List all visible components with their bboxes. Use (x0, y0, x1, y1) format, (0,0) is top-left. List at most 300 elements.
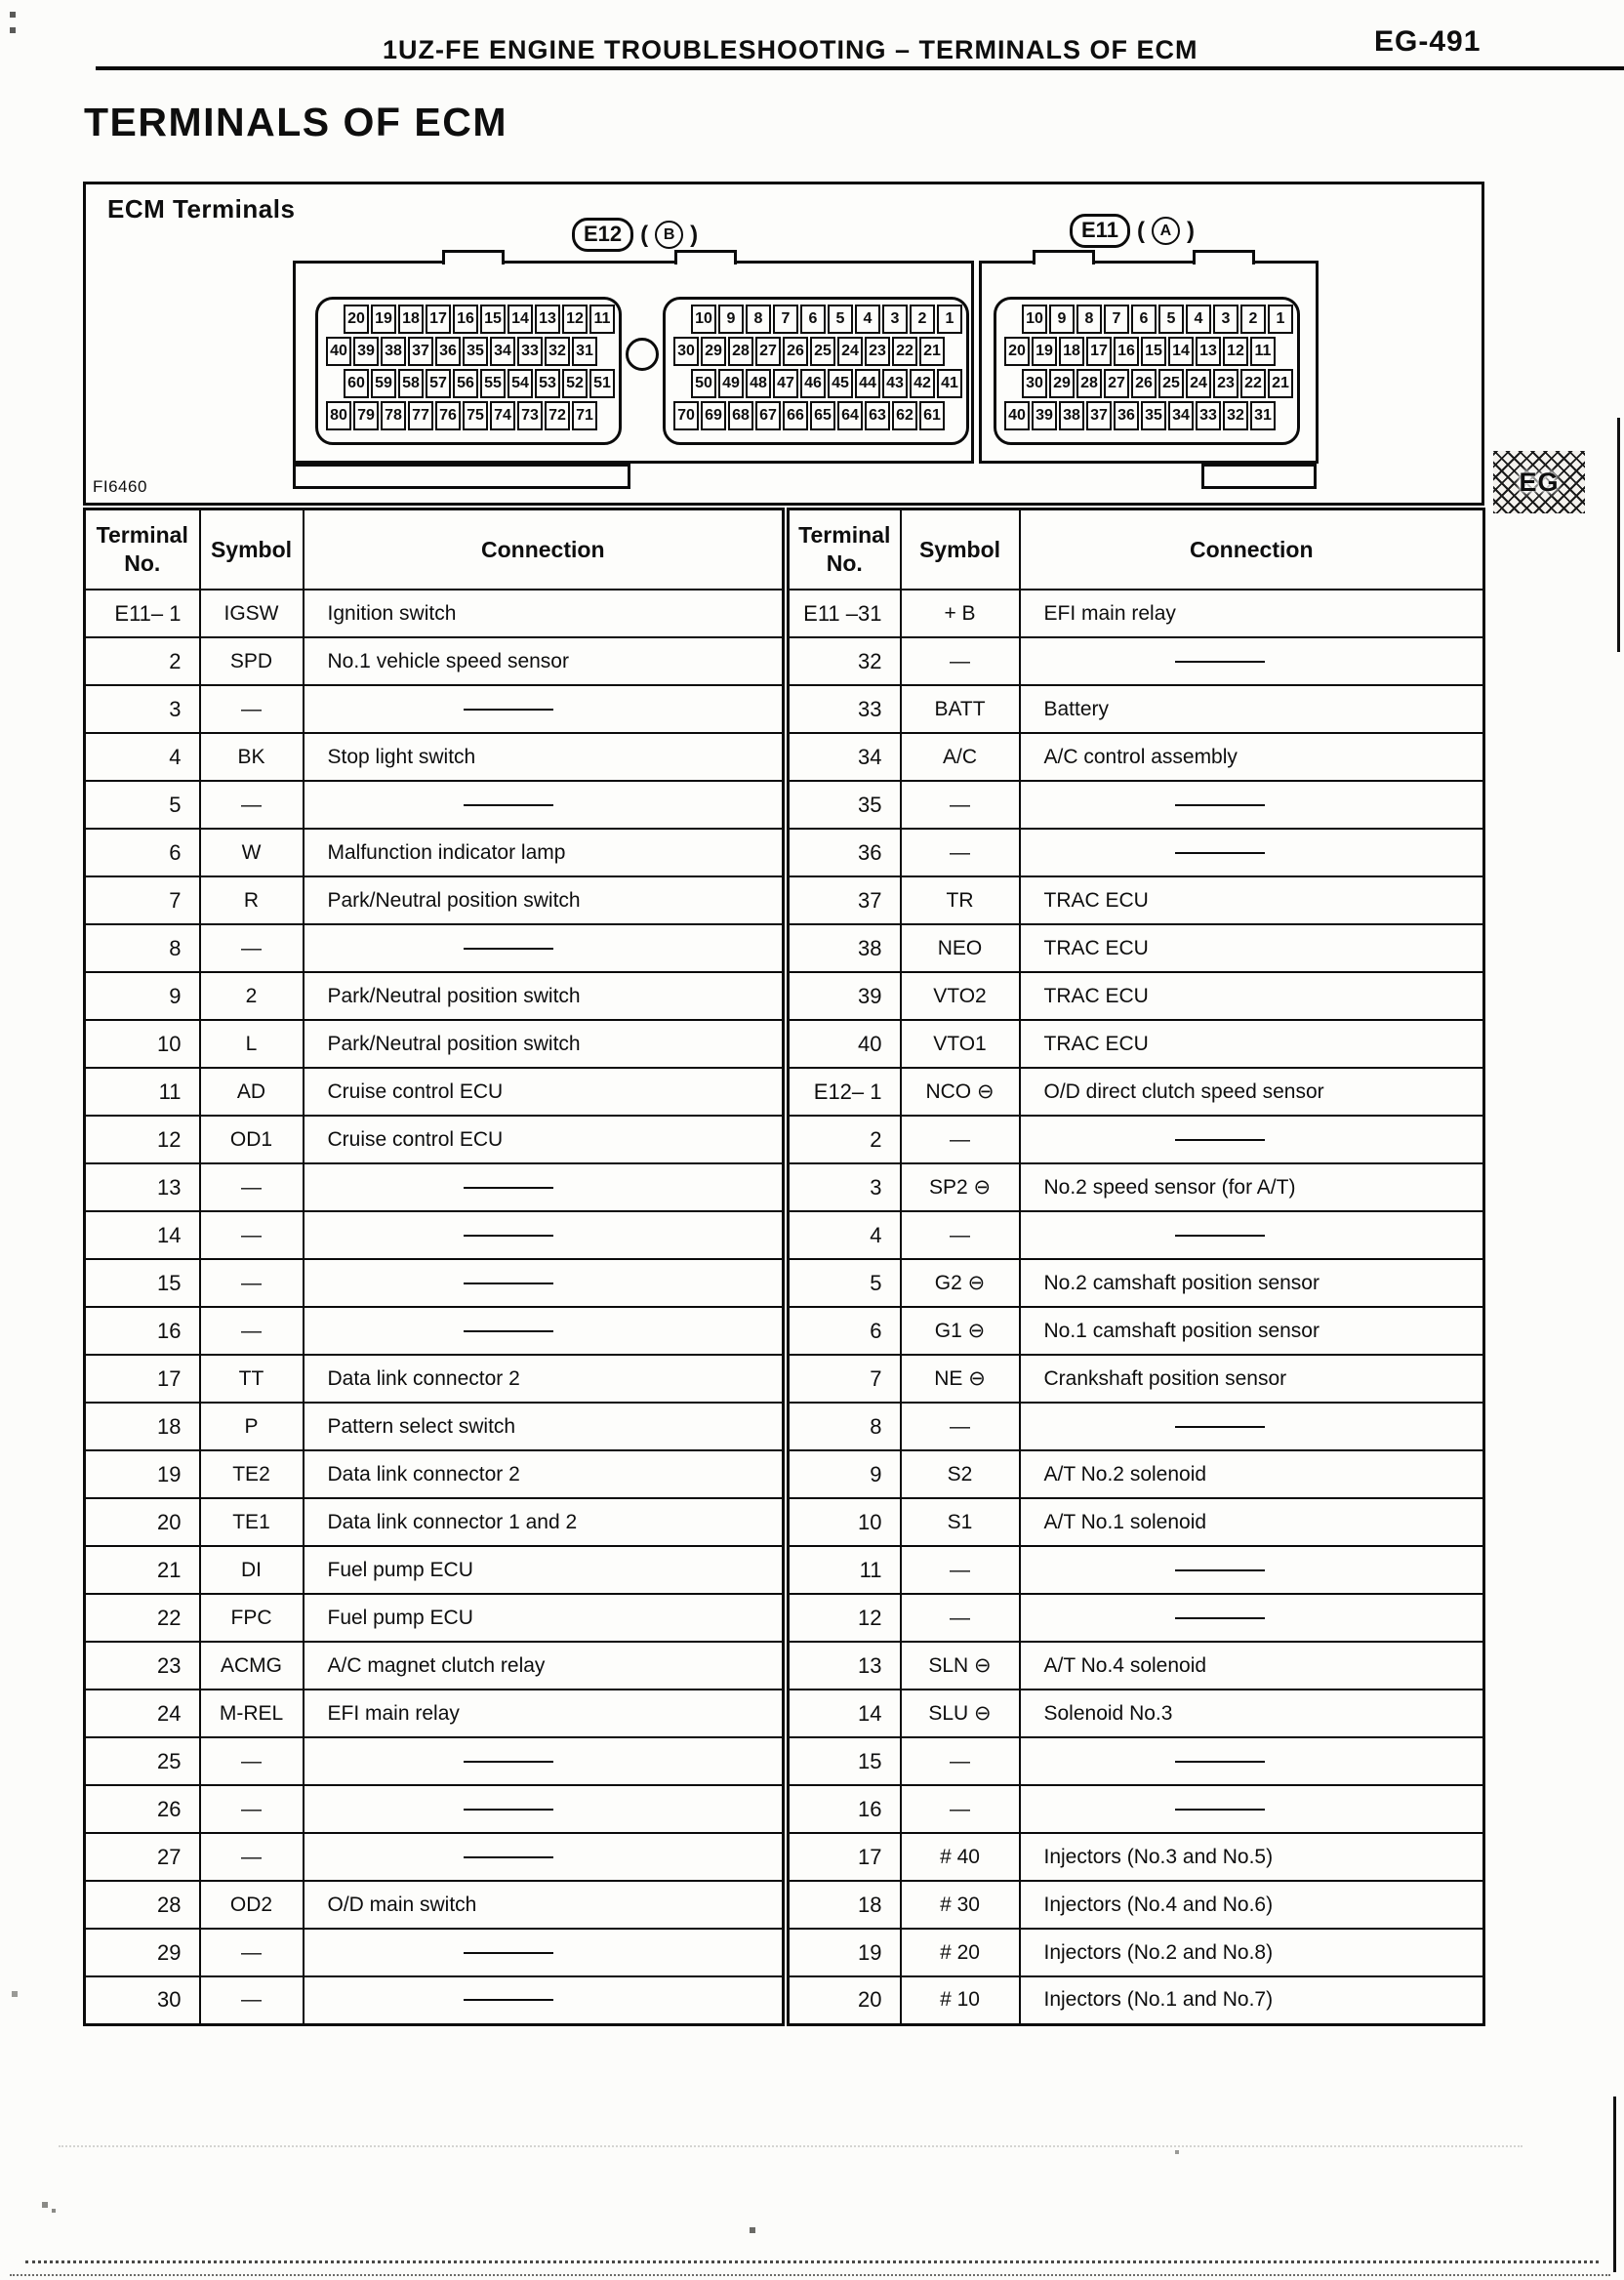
table-row (85, 590, 784, 637)
symbol-cell: # 20 (901, 1929, 1020, 1976)
connection-cell (304, 1307, 784, 1355)
connection-cell (1020, 1737, 1484, 1785)
symbol-cell: OD1 (200, 1116, 304, 1163)
pin-cell: 20 (1004, 337, 1030, 366)
blank-connection-line (464, 1952, 553, 1954)
symbol-cell: ACMG (200, 1642, 304, 1690)
terminal-no-cell: 40 (789, 1020, 901, 1068)
terminal-no-cell: 21 (85, 1546, 200, 1594)
symbol-cell: NCO ⊖ (901, 1068, 1020, 1116)
symbol-cell: — (200, 924, 304, 972)
connection-cell: No.2 speed sensor (for A/T) (1020, 1163, 1484, 1211)
symbol-cell: — (901, 1211, 1020, 1259)
symbol-cell: A/C (901, 733, 1020, 781)
table-row (85, 1450, 784, 1498)
connection-cell (1020, 637, 1484, 685)
table-row (789, 1163, 1484, 1211)
terminal-no-cell: 11 (789, 1546, 901, 1594)
connection-cell: TRAC ECU (1020, 924, 1484, 972)
table-row (789, 1211, 1484, 1259)
connector-id-badge-e12: E12 (572, 218, 633, 252)
symbol-cell: BK (200, 733, 304, 781)
terminal-no-cell: 7 (85, 876, 200, 924)
terminal-no-cell: 3 (85, 685, 200, 733)
section-tab-eg: EG (1493, 451, 1585, 513)
col-header-connection: Connection (1020, 509, 1484, 590)
connection-cell (1020, 829, 1484, 876)
table-row (789, 1498, 1484, 1546)
pin-cell: 32 (545, 337, 570, 366)
terminal-no-cell: 5 (85, 781, 200, 829)
table-row (85, 1020, 784, 1068)
symbol-cell: TR (901, 876, 1020, 924)
symbol-cell: — (200, 1737, 304, 1785)
pin-cell: 16 (453, 305, 478, 334)
pin-cell: 56 (453, 369, 478, 398)
connection-cell (1020, 1546, 1484, 1594)
header-rule (96, 66, 1624, 70)
symbol-cell: 2 (200, 972, 304, 1020)
table-row (85, 1881, 784, 1929)
pin-cell: 8 (1076, 305, 1102, 334)
pin-row (326, 401, 619, 430)
pin-cell: 26 (783, 337, 808, 366)
connection-cell: Injectors (No.1 and No.7) (1020, 1976, 1484, 2024)
col-header-connection: Connection (304, 509, 784, 590)
symbol-cell: AD (200, 1068, 304, 1116)
connection-cell (1020, 1211, 1484, 1259)
symbol-cell: — (901, 829, 1020, 876)
table-row (85, 1785, 784, 1833)
blank-connection-line (1175, 1569, 1265, 1571)
pin-cell: 24 (1186, 369, 1211, 398)
pin-cell: 32 (1223, 401, 1248, 430)
connection-cell: Injectors (No.4 and No.6) (1020, 1881, 1484, 1929)
connector-e11-label (1070, 214, 1195, 248)
guide-hole-circle (626, 338, 659, 371)
pin-cell: 62 (892, 401, 917, 430)
pin-cell: 31 (1250, 401, 1276, 430)
terminal-no-cell: 19 (85, 1450, 200, 1498)
pin-cell: 22 (1240, 369, 1266, 398)
pin-cell: 43 (882, 369, 908, 398)
pin-cell: 37 (1086, 401, 1112, 430)
pin-row (673, 337, 966, 366)
page-edge-mark (1617, 418, 1620, 652)
connection-cell (304, 1833, 784, 1881)
connection-cell (304, 1785, 784, 1833)
pin-cell: 64 (837, 401, 863, 430)
pin-cell: 12 (562, 305, 588, 334)
terminal-no-cell: 37 (789, 876, 901, 924)
terminal-no-cell: 29 (85, 1929, 200, 1976)
table-row (789, 1737, 1484, 1785)
symbol-cell: G2 ⊖ (901, 1259, 1020, 1307)
blank-connection-line (464, 1761, 553, 1763)
table-row (789, 1833, 1484, 1881)
symbol-cell: — (200, 781, 304, 829)
terminal-no-cell: 9 (789, 1450, 901, 1498)
mounting-flange-right (1201, 464, 1317, 489)
pin-cell: 39 (1032, 401, 1057, 430)
terminal-no-cell: 14 (85, 1211, 200, 1259)
scan-artifact-line (10, 2274, 1610, 2276)
pin-cell: 34 (490, 337, 515, 366)
pin-cell: 79 (353, 401, 379, 430)
blank-connection-line (464, 1187, 553, 1189)
symbol-cell: SP2 ⊖ (901, 1163, 1020, 1211)
connection-cell (1020, 781, 1484, 829)
terminal-no-cell: 12 (789, 1594, 901, 1642)
connection-cell: Malfunction indicator lamp (304, 829, 784, 876)
symbol-cell: — (901, 1737, 1020, 1785)
pin-cell: 28 (1076, 369, 1102, 398)
pin-cell: 14 (508, 305, 533, 334)
terminal-no-cell: 10 (789, 1498, 901, 1546)
terminal-no-cell: 20 (789, 1976, 901, 2024)
pin-cell: 35 (463, 337, 488, 366)
pin-cell: 27 (1104, 369, 1129, 398)
pin-cell: 33 (1196, 401, 1221, 430)
table-row (85, 924, 784, 972)
paren-close: ) (690, 221, 699, 248)
diagram-box-label: ECM Terminals (107, 194, 296, 224)
pin-cell: 77 (408, 401, 433, 430)
table-row (789, 1307, 1484, 1355)
pin-cell: 61 (919, 401, 945, 430)
pin-cell: 15 (480, 305, 506, 334)
table-row (789, 1929, 1484, 1976)
col-header-terminal-no (85, 509, 200, 590)
pin-cell: 67 (755, 401, 781, 430)
pin-cell: 41 (937, 369, 962, 398)
pin-cell: 22 (892, 337, 917, 366)
table-row (85, 1976, 784, 2024)
table-row (85, 1498, 784, 1546)
table-row (789, 685, 1484, 733)
pin-group-e12-right (663, 297, 969, 445)
scan-specks (0, 0, 2, 2)
pin-cell: 19 (1032, 337, 1057, 366)
terminal-no-cell: 33 (789, 685, 901, 733)
symbol-cell: — (200, 1259, 304, 1307)
table-row (789, 1355, 1484, 1403)
connection-cell: Fuel pump ECU (304, 1546, 784, 1594)
housing-tab (1033, 250, 1095, 265)
symbol-cell: OD2 (200, 1881, 304, 1929)
connection-cell: Data link connector 2 (304, 1355, 784, 1403)
symbol-cell: — (200, 685, 304, 733)
terminal-no-cell: 5 (789, 1259, 901, 1307)
symbol-cell: L (200, 1020, 304, 1068)
table-row (789, 590, 1484, 637)
symbol-cell: TE1 (200, 1498, 304, 1546)
pin-cell: 1 (1268, 305, 1293, 334)
pin-row (344, 305, 619, 334)
pin-cell: 50 (691, 369, 716, 398)
table-row (789, 733, 1484, 781)
pin-cell: 8 (746, 305, 771, 334)
pin-cell: 30 (1022, 369, 1047, 398)
terminal-no-cell: 20 (85, 1498, 200, 1546)
terminal-no-cell: 16 (85, 1307, 200, 1355)
terminal-no-cell: 34 (789, 733, 901, 781)
connection-cell: Cruise control ECU (304, 1116, 784, 1163)
pin-cell: 74 (490, 401, 515, 430)
terminal-no-cell: 26 (85, 1785, 200, 1833)
pin-cell: 73 (517, 401, 543, 430)
pin-cell: 18 (398, 305, 424, 334)
pin-cell: 71 (572, 401, 597, 430)
pin-cell: 40 (1004, 401, 1030, 430)
pin-cell: 42 (910, 369, 935, 398)
table-row (789, 1116, 1484, 1163)
pin-cell: 20 (344, 305, 369, 334)
pin-cell: 48 (746, 369, 771, 398)
symbol-cell: P (200, 1403, 304, 1450)
pin-cell: 34 (1168, 401, 1194, 430)
pin-cell: 53 (535, 369, 560, 398)
terminal-no-cell: 18 (85, 1403, 200, 1450)
symbol-cell: — (200, 1211, 304, 1259)
terminal-no-cell: 35 (789, 781, 901, 829)
terminal-no-cell: 7 (789, 1355, 901, 1403)
blank-connection-line (1175, 804, 1265, 806)
connection-cell (304, 1929, 784, 1976)
scan-artifact-line (59, 2145, 1522, 2147)
table-row (85, 1546, 784, 1594)
terminal-no-cell: 17 (789, 1833, 901, 1881)
table-row (789, 829, 1484, 876)
blank-connection-line (1175, 1235, 1265, 1237)
table-row (789, 1450, 1484, 1498)
pin-cell: 23 (1213, 369, 1238, 398)
table-row (85, 1403, 784, 1450)
pin-cell: 38 (1059, 401, 1084, 430)
table-row (789, 1642, 1484, 1690)
page-edge-mark (1613, 2097, 1616, 2272)
pin-cell: 58 (398, 369, 424, 398)
pin-cell: 75 (463, 401, 488, 430)
pin-cell: 38 (381, 337, 406, 366)
blank-connection-line (464, 804, 553, 806)
pin-cell: 17 (426, 305, 451, 334)
table-row (85, 733, 784, 781)
pin-cell: 66 (783, 401, 808, 430)
symbol-cell: + B (901, 590, 1020, 637)
terminal-no-cell: 15 (85, 1259, 200, 1307)
connection-cell (304, 1211, 784, 1259)
symbol-cell: VTO1 (901, 1020, 1020, 1068)
pin-cell: 29 (701, 337, 726, 366)
pin-cell: 18 (1059, 337, 1084, 366)
pin-cell: 1 (937, 305, 962, 334)
pin-cell: 39 (353, 337, 379, 366)
table-row (85, 829, 784, 876)
pin-group-e11 (994, 297, 1300, 445)
terminal-no-cell: 6 (85, 829, 200, 876)
table-row (85, 1594, 784, 1642)
connection-cell: Stop light switch (304, 733, 784, 781)
pin-cell: 17 (1086, 337, 1112, 366)
pin-cell: 3 (882, 305, 908, 334)
pin-cell: 24 (837, 337, 863, 366)
pin-cell: 11 (1250, 337, 1276, 366)
table-row (85, 1259, 784, 1307)
pin-cell: 69 (701, 401, 726, 430)
pin-cell: 37 (408, 337, 433, 366)
connection-cell (304, 1737, 784, 1785)
paren-open: ( (1136, 217, 1145, 244)
terminal-no-cell: 2 (85, 637, 200, 685)
pin-cell: 31 (572, 337, 597, 366)
pin-row (691, 369, 966, 398)
connection-cell: No.1 vehicle speed sensor (304, 637, 784, 685)
terminal-no-cell: 39 (789, 972, 901, 1020)
connection-cell: Injectors (No.2 and No.8) (1020, 1929, 1484, 1976)
connection-cell (304, 924, 784, 972)
table-row (85, 781, 784, 829)
symbol-cell: NEO (901, 924, 1020, 972)
symbol-cell: # 10 (901, 1976, 1020, 2024)
connection-cell: A/T No.2 solenoid (1020, 1450, 1484, 1498)
connection-cell (1020, 1785, 1484, 1833)
connector-letter-badge-a: A (1152, 217, 1180, 245)
terminal-no-cell: 24 (85, 1690, 200, 1737)
pin-cell: 36 (1114, 401, 1139, 430)
table-row (789, 1403, 1484, 1450)
symbol-cell: M-REL (200, 1690, 304, 1737)
connection-cell (1020, 1403, 1484, 1450)
pin-row (673, 401, 966, 430)
terminal-no-cell: 9 (85, 972, 200, 1020)
pin-cell: 19 (371, 305, 396, 334)
pin-cell: 4 (855, 305, 880, 334)
connection-cell: Ignition switch (304, 590, 784, 637)
symbol-cell: — (901, 1785, 1020, 1833)
connection-cell: Solenoid No.3 (1020, 1690, 1484, 1737)
col-header-no: No. (124, 550, 161, 576)
ecm-terminal-table-left (83, 508, 785, 2026)
connection-cell: No.1 camshaft position sensor (1020, 1307, 1484, 1355)
col-header-no: No. (826, 550, 863, 576)
table-row (85, 1068, 784, 1116)
pin-cell: 46 (800, 369, 826, 398)
connection-cell: Data link connector 2 (304, 1450, 784, 1498)
connector-id-badge-e11: E11 (1070, 214, 1130, 248)
symbol-cell: G1 ⊖ (901, 1307, 1020, 1355)
symbol-cell: SLU ⊖ (901, 1690, 1020, 1737)
pin-cell: 60 (344, 369, 369, 398)
paren-open: ( (640, 221, 649, 248)
connection-cell: Pattern select switch (304, 1403, 784, 1450)
symbol-cell: BATT (901, 685, 1020, 733)
paren-close: ) (1186, 217, 1195, 244)
symbol-cell: NE ⊖ (901, 1355, 1020, 1403)
pin-cell: 28 (728, 337, 753, 366)
pin-cell: 12 (1223, 337, 1248, 366)
pin-cell: 78 (381, 401, 406, 430)
terminal-no-cell: 17 (85, 1355, 200, 1403)
pin-group-e12-left (315, 297, 622, 445)
pin-cell: 13 (535, 305, 560, 334)
pin-cell: 33 (517, 337, 543, 366)
pin-cell: 11 (589, 305, 615, 334)
connection-cell: A/T No.4 solenoid (1020, 1642, 1484, 1690)
symbol-cell: SLN ⊖ (901, 1642, 1020, 1690)
pin-cell: 2 (1240, 305, 1266, 334)
pin-cell: 65 (810, 401, 835, 430)
symbol-cell: # 30 (901, 1881, 1020, 1929)
symbol-cell: — (200, 1785, 304, 1833)
ecm-terminal-table-right (787, 508, 1485, 2026)
connection-cell: Crankshaft position sensor (1020, 1355, 1484, 1403)
ecm-terminals-diagram-box (83, 182, 1484, 506)
table-row (85, 1116, 784, 1163)
pin-cell: 36 (435, 337, 461, 366)
pin-cell: 5 (828, 305, 853, 334)
connection-cell: Fuel pump ECU (304, 1594, 784, 1642)
terminal-no-cell: 23 (85, 1642, 200, 1690)
pin-cell: 45 (828, 369, 853, 398)
terminal-no-cell: 36 (789, 829, 901, 876)
connector-e12-label (572, 218, 698, 252)
blank-connection-line (1175, 1617, 1265, 1619)
pin-cell: 13 (1196, 337, 1221, 366)
connection-cell: A/T No.1 solenoid (1020, 1498, 1484, 1546)
table-row (789, 1020, 1484, 1068)
pin-cell: 26 (1131, 369, 1157, 398)
pin-cell: 25 (810, 337, 835, 366)
symbol-cell: — (200, 1833, 304, 1881)
terminal-no-cell: 6 (789, 1307, 901, 1355)
pin-cell: 55 (480, 369, 506, 398)
pin-cell: 29 (1049, 369, 1075, 398)
connection-cell: Data link connector 1 and 2 (304, 1498, 784, 1546)
table-row (789, 1881, 1484, 1929)
terminal-no-cell: E11– 1 (85, 590, 200, 637)
pin-cell: 7 (773, 305, 798, 334)
symbol-cell: — (200, 1163, 304, 1211)
table-header-row (789, 509, 1484, 590)
terminal-no-cell: 2 (789, 1116, 901, 1163)
pin-cell: 51 (589, 369, 615, 398)
pin-cell: 54 (508, 369, 533, 398)
table-row (85, 1355, 784, 1403)
blank-connection-line (1175, 852, 1265, 854)
symbol-cell: TE2 (200, 1450, 304, 1498)
terminal-no-cell: 18 (789, 1881, 901, 1929)
connection-cell: TRAC ECU (1020, 972, 1484, 1020)
connection-cell: O/D direct clutch speed sensor (1020, 1068, 1484, 1116)
pin-cell: 80 (326, 401, 351, 430)
symbol-cell: R (200, 876, 304, 924)
connection-cell: O/D main switch (304, 1881, 784, 1929)
pin-row (344, 369, 619, 398)
terminal-no-cell: 12 (85, 1116, 200, 1163)
connection-cell: EFI main relay (1020, 590, 1484, 637)
terminal-no-cell: 19 (789, 1929, 901, 1976)
col-header-symbol: Symbol (901, 509, 1020, 590)
col-header-symbol: Symbol (200, 509, 304, 590)
symbol-cell: — (901, 1594, 1020, 1642)
blank-connection-line (464, 1809, 553, 1811)
pin-cell: 9 (718, 305, 744, 334)
symbol-cell: — (200, 1929, 304, 1976)
symbol-cell: VTO2 (901, 972, 1020, 1020)
terminal-no-cell: 8 (85, 924, 200, 972)
terminal-no-cell: 15 (789, 1737, 901, 1785)
